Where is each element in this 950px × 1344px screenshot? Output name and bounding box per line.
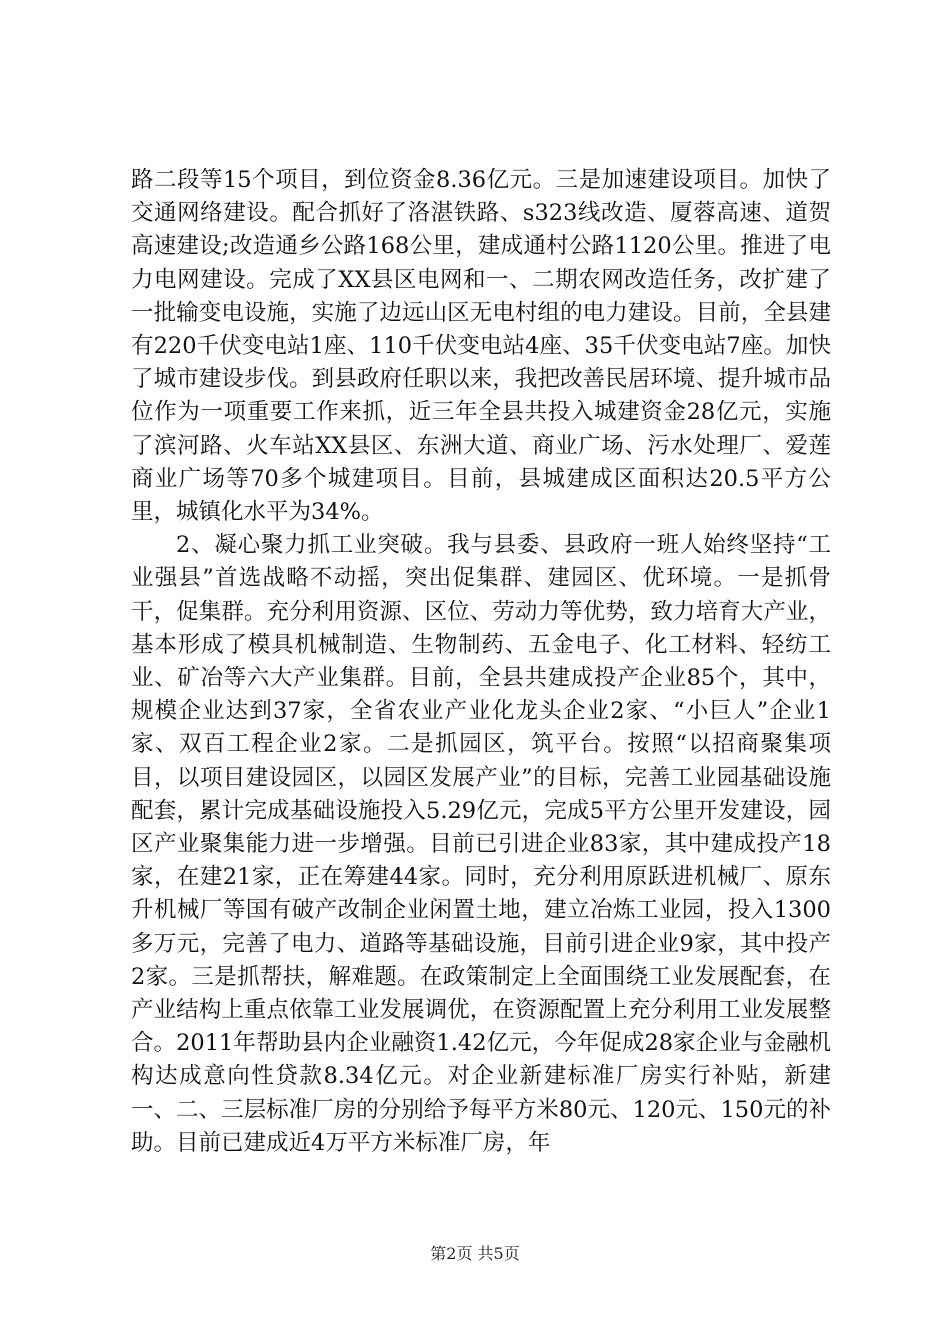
document-body: [131, 164, 831, 1160]
paragraph-2: 2、凝心聚力抓工业突破。我与县委、县政府一班人始终坚持“工业强县”首选战略不动摇，突出促集群、建园区、优环境。一是抓骨干，促集群。充分利用资源、区位、劳动力等优势，致力培育大产业，基本形成了模具机械制造、生物制药、五金电子、化工材料、轻纺工业、矿冶等六大产业集群。目前，全县共建成投产企业85个，其中，规模企业达到37家，全省农业产业化龙头企业2家、“小巨人”企业1家、双百工程企业2家。二是抓园区，筑平台。按照“以招商聚集项目，以项目建设园区，以园区发展产业”的目标，完善工业园基础设施配套，累计完成基础设施投入5.29亿元，完成5平方公里开发建设，园区产业聚集能力进一步增强。目前已引进企业83家，其中建成投产18家，在建21家，正在筹建44家。同时，充分利用原跃进机械厂、原东升机械厂等国有破产改制企业闲置土地，建立冶炼工业园，投入1300多万元，完善了电力、道路等基础设施，目前引进企业9家，其中投产2家。三是抓帮扶，解难题。在政策制定上全面围绕工业发展配套，在产业结构上重点依靠工业发展调优，在资源配置上充分利用工业发展整合。2011年帮助县内企业融资1.42亿元，今年促成28家企业与金融机构达成意向性贷款8.34亿元。对企业新建标准厂房实行补贴，新建一、二、三层标准厂房的分别给予每平方米80元、120元、150元的补助。目前已建成近4万平方米标准厂房，年: [131, 532, 831, 1156]
page-number-footer: 第2页 共5页: [430, 1244, 520, 1263]
paragraph-1: 路二段等15个项目，到位资金8.36亿元。三是加速建设项目。加快了交通网络建设。配合抓好了洛湛铁路、s323线改造、厦蓉高速、道贺高速建设;改造通乡公路168公里，建成通村公路1120公里。推进了电力电网建设。完成了XX县区电网和一、二期农网改造任务，改扩建了一批输变电设施，实施了边远山区无电村组的电力建设。目前，全县建有220千伏变电站1座、110千伏变电站4座、35千伏变电站7座。加快了城市建设步伐。到县政府任职以来，我把改善民居环境、提升城市品位作为一项重要工作来抓，近三年全县共投入城建资金28亿元，实施了滨河路、火车站XX县区、东洲大道、商业广场、污水处理厂、爱莲商业广场等70多个城建项目。目前，县城建成区面积达20.5平方公里，城镇化水平为34%。: [131, 167, 831, 526]
